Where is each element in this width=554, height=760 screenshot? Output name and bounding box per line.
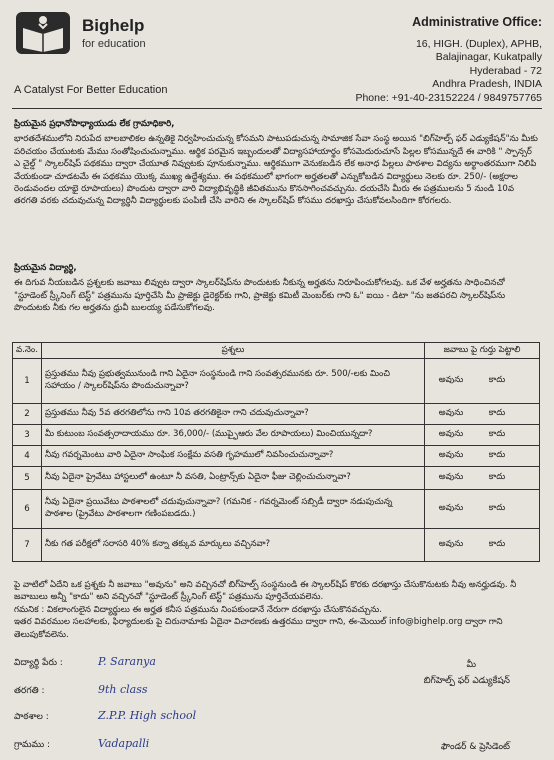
table-row (13, 425, 540, 446)
answer-yes[interactable]: అవును (438, 408, 464, 418)
row-number: 3 (13, 425, 42, 446)
table-row (13, 529, 540, 562)
answer-no[interactable]: కాదు (488, 429, 506, 439)
answer-no[interactable]: కాదు (488, 450, 506, 460)
brand-name: Bighelp (82, 16, 145, 35)
tagline: A Catalyst For Better Education (14, 84, 168, 96)
office-line: Andhra Pradesh, INDIA (432, 78, 542, 90)
row-question: నీవు ఏదైనా ప్రయివేటు పాఠశాలలో చదువుచున్నావా? (గమనిక - గవర్నమెంట్ సబ్సిడీ ద్వారా నడుపుచున్న పాఠశాల (ప్రైవేటు పాఠశాలగా గణింపబడదు.) (41, 490, 424, 529)
office-line: Hyderabad - 72 (469, 64, 542, 77)
row-question: నీవు ఏదైనా ప్రైవేటు హాస్టలులో ఉంటూ నీ వసతి, ఏంట్రాన్స్‌కు ఏదైనా ఫీజు చెల్లించుచున్నావా? (41, 467, 424, 490)
student-name-label: విద్యార్థి పేరు : (14, 658, 63, 668)
col-header-questions: ప్రశ్నలు (41, 343, 424, 359)
header-divider (12, 108, 542, 109)
salutation-student: ప్రియమైన విద్యార్థి, (14, 263, 77, 273)
answer-no[interactable]: కాదు (488, 375, 506, 385)
answer-cell[interactable] (425, 490, 540, 529)
row-number: 1 (13, 359, 42, 404)
table-row (13, 359, 540, 404)
row-number: 4 (13, 446, 42, 467)
brand-sub: for education (82, 38, 146, 50)
table-row (13, 446, 540, 467)
row-number: 6 (13, 490, 42, 529)
bighelp-logo-icon (14, 8, 72, 58)
answer-yes[interactable]: అవును (438, 539, 464, 549)
note-contact: ఇతర వివరముల సలహాలకు, ఫిర్యాదులకు పై చిరునామాకు ఏదైనా విచారణకు ఉత్తరము ద్వారా గాని, ఈ-మెయిల్ info@bighelp.org ద్వారా గాని తెలుపుకోవలెను. (14, 617, 503, 640)
answer-cell[interactable] (425, 404, 540, 425)
answer-cell[interactable] (425, 446, 540, 467)
office-address (355, 16, 542, 105)
intro-paragraph: భారతదేశములోని నిరుపేద బాలబాలికల ఉన్నతికై నిర్వహించుచున్న కోసమని పాటుపడుచున్న సామాజిక సేవా సంస్థ అయిన "బిగ్‌హెల్ప్ ఫర్ ఎడ్యుకేషన్"ను మీకు పరిచయం చేయుటకు మేము సంతోషించుచున్నాము. ఆర్థిక పరమైన ఇబ్బందులతో విద్యాసహాయార్థం కోసమెదురుచూసే పిల్లల కోసమున్నదే ఈ వారికి " స్పాన్సర్ ఎ చైల్డ్ " స్కాలర్‌షిప్ పథకము ద్వారా చేయూత నివ్వుటకు పూనుకున్నాము. ఆర్థికముగా వెనుకబడిన లేక అనాధ పిల్లలు పాఠశాల విద్యను అర్థాంతరముగా నిలిపి వేయకుండా చూడటమే ఈ పథకము యొక్క ముఖ్య ఉద్దేశ్యము. ఈ పథకములో భాగంగా అర్హతలతో ఎన్నుకోబడిన విద్యార్థులు నెలకు రూ. 250/- (అక్షరాల రెండువందల యాభై రూపాయలు) పొందుట ద్వారా వారి విద్యాభివృద్ధికి జీవితమును కొనసాగించవచ్చును. దయచేసి మీరు ఈ పత్రములను 5 నుండి 10వ తరగతి వరకు చదువుచున్న విద్యార్థినీ విద్యార్థులకు పంపిణీ చేసి వారిని ఈ స్కాలర్‌షిప్ కోసము దరఖాస్తు చేసుకోవలసిందిగా కోరగలరు. (14, 134, 538, 207)
table-row (13, 490, 540, 529)
answer-cell[interactable] (425, 467, 540, 490)
row-number: 5 (13, 467, 42, 490)
row-question: నీకు గత పరీక్షలో సరాసరి 40% కన్నా తక్కువ మార్కులు వచ్చినవా? (41, 529, 424, 562)
office-title: Administrative Office: (412, 15, 542, 29)
salutation-headmaster: ప్రియమైన ప్రధానోపాధ్యాయుడు లేక గ్రామాధికారి, (14, 119, 175, 129)
row-number: 7 (13, 529, 42, 562)
school-label: పాఠశాల : (14, 712, 49, 722)
note-eligibility: పై వాటిలో ఏదేని ఒక ప్రశ్నకు నీ జవాబు "అవును" అని వచ్చినచో బిగ్‌హెల్ప్ సంస్థనుండి ఈ స్కాలర్‌షిప్ కొరకు దరఖాస్తు చేసుకొనుటకు నీవు అనర్హుడవు. నీ జవాబులు అన్నీ "కాదు" అని వచ్చినచో "స్టూడెంట్ స్ర్కీనింగ్ టెస్ట్" పత్రమును పూర్తిచేయవలెను. (14, 580, 517, 603)
row-question: ప్రస్తుతము నీవు ప్రభుత్వమునుండి గాని ఏదైనా సంస్థనుండి గాని సంవత్సరమునకు రూ. 500/-లకు మించి సహాయం / స్కాలర్‌షిప్‌ను పొందుచున్నావా? (41, 359, 424, 404)
table-row (13, 404, 540, 425)
answer-no[interactable]: కాదు (488, 539, 506, 549)
table-row (13, 467, 540, 490)
village-label: గ్రామము : (14, 740, 51, 750)
class-label: తరగతి : (14, 686, 45, 696)
brand (82, 16, 146, 50)
row-question: నీవు గవర్నమెంటు వారి ఏదైనా సాంఘిక సంక్షేమ వసతి గృహములో నివసించుచున్నావా? (41, 446, 424, 467)
col-header-answer: జవాబు పై గుర్తు పెట్టాలి (425, 343, 540, 359)
answer-yes[interactable]: అవును (438, 450, 464, 460)
answer-yes[interactable]: అవును (438, 429, 464, 439)
answer-no[interactable]: కాదు (488, 503, 506, 513)
eligibility-table (12, 342, 540, 562)
letter-intro (14, 118, 540, 208)
answer-cell[interactable] (425, 425, 540, 446)
answer-cell[interactable] (425, 529, 540, 562)
answer-yes[interactable]: అవును (438, 375, 464, 385)
note-disabled: గమనిక : వికలాంగులైన విద్యార్థులు ఈ అర్హత కనీస పత్రమును నింపకుండానే నేరుగా దరఖాస్తు చేసుకొనవచ్చును. (14, 604, 383, 615)
row-number: 2 (13, 404, 42, 425)
class-value[interactable]: 9th class (98, 683, 148, 696)
student-intro (14, 262, 540, 315)
answer-no[interactable]: కాదు (488, 408, 506, 418)
answer-yes[interactable]: అవును (438, 503, 464, 513)
office-phone: Phone: +91-40-23152224 / 9849757765 (355, 91, 542, 104)
row-question: ప్రస్తుతము నీవు 5వ తరగతిలోను గాని 10వ తరగతికైనా గాని చదువుచున్నావా? (41, 404, 424, 425)
office-line: Balajinagar, Kukatpally (435, 51, 542, 63)
answer-no[interactable]: కాదు (488, 472, 506, 482)
office-line: 16, HIGH. (Duplex), APHB, (415, 37, 542, 50)
village-value[interactable]: Vadapalli (98, 737, 150, 750)
school-value[interactable]: Z.P.P. High school (98, 709, 197, 722)
sign-yours: మీ (466, 660, 476, 670)
sign-organisation: బిగ్‌హెల్ప్ ఫర్ ఎడ్యుకేషన్ (423, 676, 510, 686)
answer-yes[interactable]: అవును (438, 472, 464, 482)
student-paragraph: ఈ దిగువ నీయబడిన ప్రశ్నలకు జవాబు లివ్వుట ద్వారా స్కాలర్‌షిప్‌ను పొందుటకు నీకున్న అర్హతను నిరూపించుకోగలవు. ఒక వేళ అర్హతను సాధించినచో "స్టూడెంట్ స్ర్కీనింగ్ టెస్ట్" పత్రమును పూర్తిచేసి మీ ప్రాజెక్టు డైరెక్టర్‌కు గాని, ప్రాజెక్టు కమిటీ మెంబర్‌కు గాని ఓ" ఐయి - డిటా "ను జతపరచి స్కాలర్‌షిప్‌ను పొందుటకు నీకు గల అర్హతను ధ్రువీ బులయ్య పడేసుకోగలవు. (14, 278, 506, 314)
notes (14, 579, 540, 641)
col-header-number: వ.నెం. (13, 343, 42, 359)
sign-founder: ఫౌండర్ & ప్రెసిడెంట్ (440, 742, 510, 752)
row-question: మీ కుటుంబ సంవత్సరాదాయము రూ. 36,000/- (ముప్ఫైఆరు వేల రూపాయలు) మించియున్నదా? (41, 425, 424, 446)
student-name-value[interactable]: P. Saranya (98, 655, 156, 668)
answer-cell[interactable] (425, 359, 540, 404)
